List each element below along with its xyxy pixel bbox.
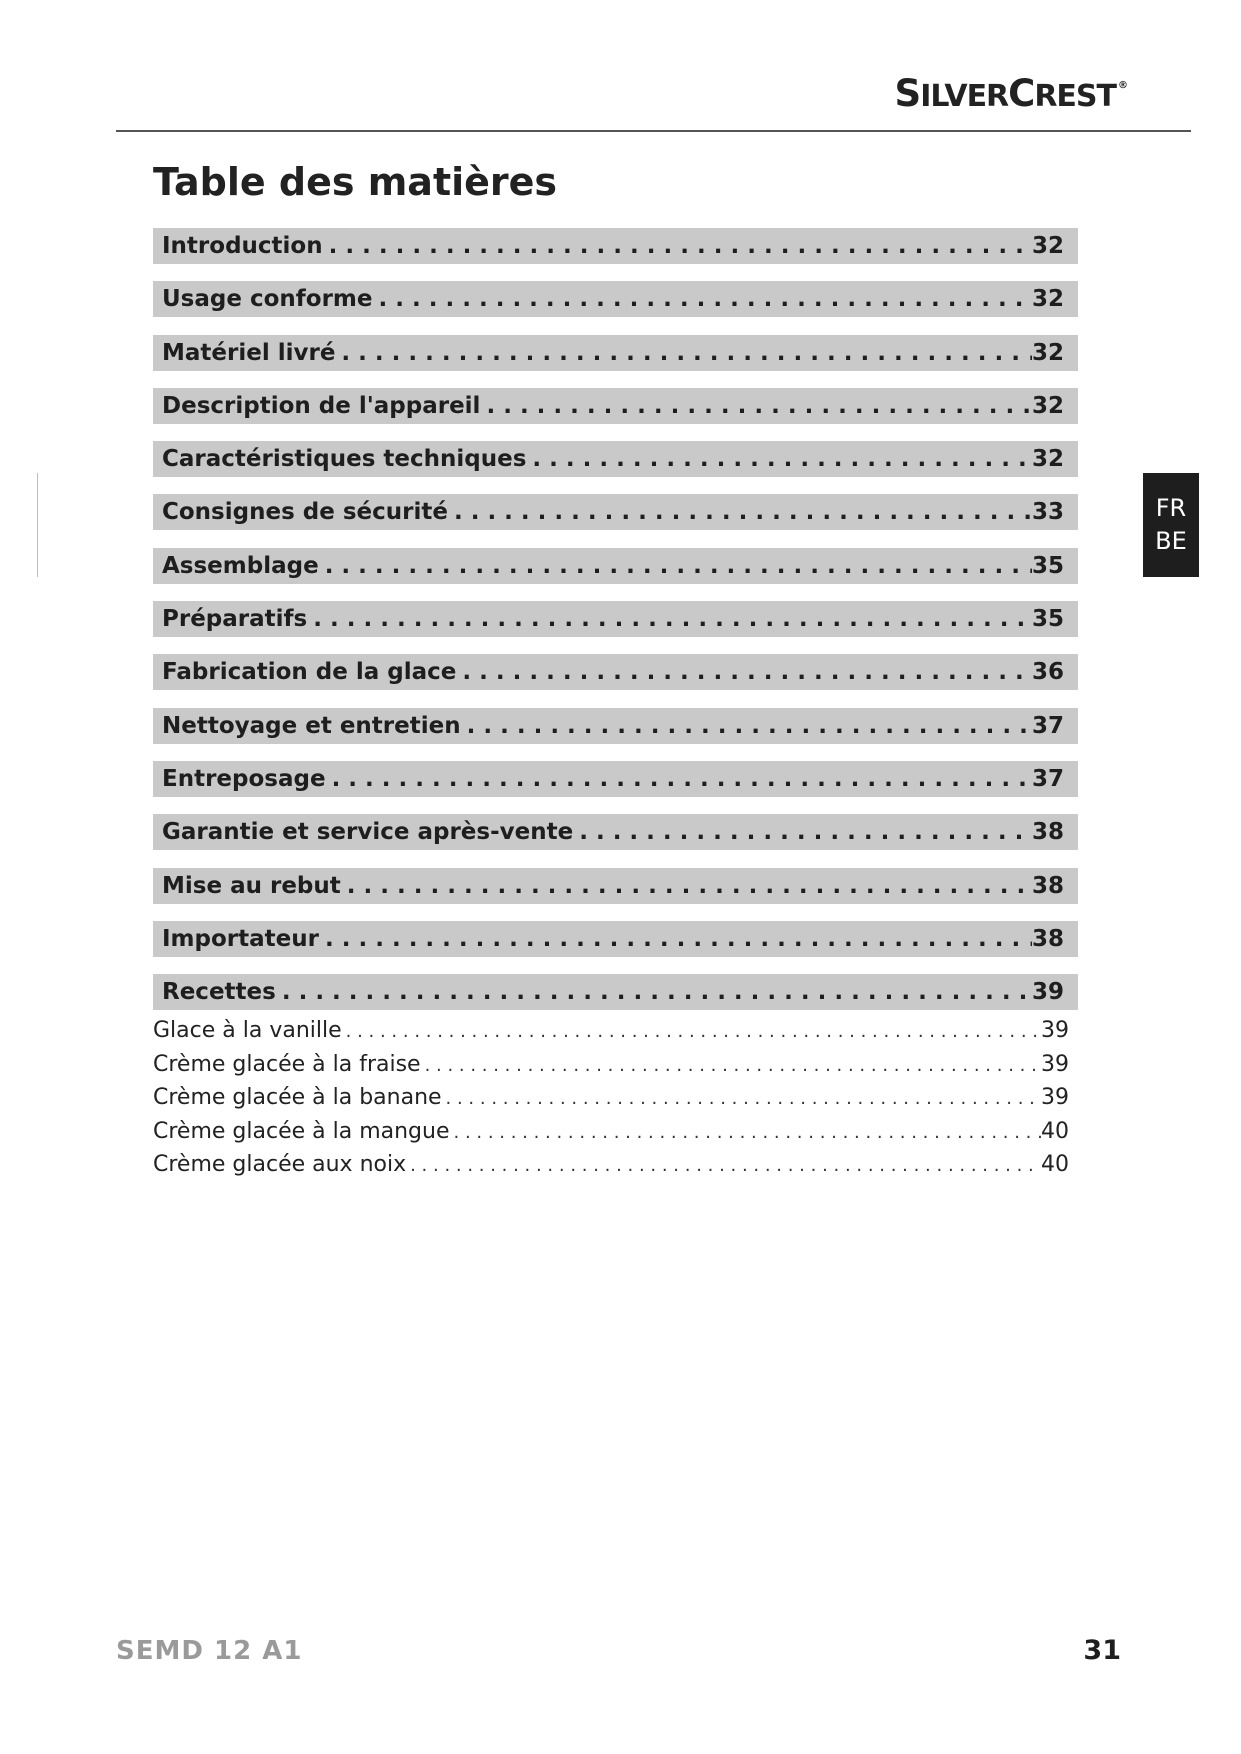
toc-entry-label: Assemblage <box>162 552 319 579</box>
toc-entry-mise-au-rebut[interactable] <box>153 868 1078 904</box>
toc-entry-label: Fabrication de la glace <box>162 659 457 686</box>
toc-entry-page: 36 <box>1031 659 1064 686</box>
toc-entry-caracteristiques[interactable] <box>153 441 1078 477</box>
toc-entry-description[interactable] <box>153 388 1078 424</box>
toc-entry-entreposage[interactable] <box>153 761 1078 797</box>
toc-entry-page: 33 <box>1031 499 1064 526</box>
language-tab-line: BE <box>1155 527 1187 555</box>
toc-entry-page: 35 <box>1031 552 1064 579</box>
toc-entry-materiel-livre[interactable] <box>153 335 1078 371</box>
dot-leader <box>319 553 1032 579</box>
sub-entry-label: Glace à la vanille <box>153 1018 342 1043</box>
recipes-sub-list <box>153 1018 1069 1186</box>
toc-entry-page: 35 <box>1031 606 1064 633</box>
dot-leader <box>276 979 1032 1005</box>
dot-leader <box>421 1055 1041 1076</box>
footer-model-number: SEMD 12 A1 <box>116 1636 303 1666</box>
toc-entry-label: Introduction <box>162 233 323 259</box>
sub-entry-creme-noix[interactable] <box>153 1152 1069 1186</box>
sub-entry-page: 40 <box>1041 1152 1069 1177</box>
toc-entry-nettoyage[interactable] <box>153 708 1078 744</box>
header-divider <box>116 130 1191 132</box>
dot-leader <box>326 766 1032 792</box>
brand-logo-part: ILVER <box>920 79 1009 114</box>
sub-entry-page: 39 <box>1041 1051 1069 1077</box>
brand-logo-part: S <box>894 72 921 115</box>
toc-entry-label: Usage conforme <box>162 286 373 313</box>
sub-entry-page: 39 <box>1041 1085 1069 1110</box>
toc-entry-garantie[interactable] <box>153 814 1078 850</box>
toc-entry-label: Mise au rebut <box>162 872 341 899</box>
toc-entry-usage-conforme[interactable] <box>153 281 1078 317</box>
dot-leader <box>442 1088 1041 1109</box>
page-edge-mark <box>37 473 38 577</box>
brand-logo-part: REST <box>1034 79 1116 114</box>
toc-entry-page: 38 <box>1031 819 1064 846</box>
toc-entry-label: Description de l'appareil <box>162 392 481 419</box>
dot-leader <box>480 393 1032 419</box>
sub-entry-label: Crème glacée à la fraise <box>153 1051 421 1077</box>
toc-entry-page: 38 <box>1031 872 1064 899</box>
toc-entry-preparatifs[interactable] <box>153 601 1078 637</box>
toc-entry-label: Recettes <box>162 979 276 1006</box>
toc-entry-importateur[interactable] <box>153 921 1078 957</box>
toc-entry-label: Entreposage <box>162 765 326 792</box>
dot-leader <box>323 233 1032 259</box>
page-title: Table des matières <box>153 160 558 204</box>
toc-entry-label: Préparatifs <box>162 606 308 633</box>
sub-entry-label: Crème glacée à la banane <box>153 1085 442 1110</box>
dot-leader <box>372 286 1032 312</box>
brand-logo <box>895 72 1127 115</box>
sub-entry-label: Crème glacée aux noix <box>153 1152 407 1177</box>
sub-entry-label: Crème glacée à la mangue <box>153 1118 450 1144</box>
toc-entry-page: 38 <box>1031 925 1064 952</box>
dot-leader <box>456 659 1032 685</box>
dot-leader <box>406 1155 1041 1176</box>
toc-entry-fabrication[interactable] <box>153 654 1078 690</box>
toc-entry-label: Matériel livré <box>162 339 336 366</box>
language-tab <box>1143 473 1199 577</box>
brand-logo-part: C <box>1008 72 1035 115</box>
toc-entry-label: Nettoyage et entretien <box>162 712 461 739</box>
toc-entry-consignes[interactable] <box>153 494 1078 530</box>
dot-leader <box>573 819 1032 845</box>
toc-entry-page: 32 <box>1031 339 1064 366</box>
dot-leader <box>307 606 1032 632</box>
footer-page-number: 31 <box>1083 1635 1121 1666</box>
toc-entry-assemblage[interactable] <box>153 548 1078 584</box>
registered-mark: ® <box>1118 80 1127 91</box>
dot-leader <box>341 873 1032 899</box>
toc-entry-page: 32 <box>1031 392 1064 419</box>
toc-entry-recettes[interactable] <box>153 974 1078 1010</box>
toc-entry-label: Consignes de sécurité <box>162 499 448 526</box>
toc-entry-introduction[interactable] <box>153 228 1078 264</box>
dot-leader <box>319 926 1032 952</box>
sub-entry-glace-vanille[interactable] <box>153 1018 1069 1052</box>
dot-leader <box>450 1122 1042 1143</box>
toc-entry-page: 32 <box>1031 286 1064 313</box>
dot-leader <box>448 499 1032 525</box>
sub-entry-page: 39 <box>1041 1018 1069 1043</box>
toc-entry-page: 37 <box>1031 712 1064 739</box>
dot-leader <box>335 340 1032 366</box>
dot-leader <box>526 446 1032 472</box>
toc-entry-label: Garantie et service après-vente <box>162 819 574 846</box>
sub-entry-creme-banane[interactable] <box>153 1085 1069 1119</box>
sub-entry-creme-fraise[interactable] <box>153 1052 1069 1086</box>
sub-entry-page: 40 <box>1041 1118 1069 1144</box>
dot-leader <box>342 1021 1041 1042</box>
table-of-contents <box>153 228 1078 1027</box>
toc-entry-page: 39 <box>1031 979 1064 1006</box>
language-tab-line: FR <box>1155 494 1187 522</box>
toc-entry-page: 37 <box>1031 765 1064 792</box>
toc-entry-page: 32 <box>1031 446 1064 473</box>
toc-entry-label: Caractéristiques techniques <box>162 446 527 473</box>
dot-leader <box>461 713 1032 739</box>
toc-entry-label: Importateur <box>162 925 319 952</box>
sub-entry-creme-mangue[interactable] <box>153 1119 1069 1153</box>
toc-entry-page: 32 <box>1031 233 1064 259</box>
